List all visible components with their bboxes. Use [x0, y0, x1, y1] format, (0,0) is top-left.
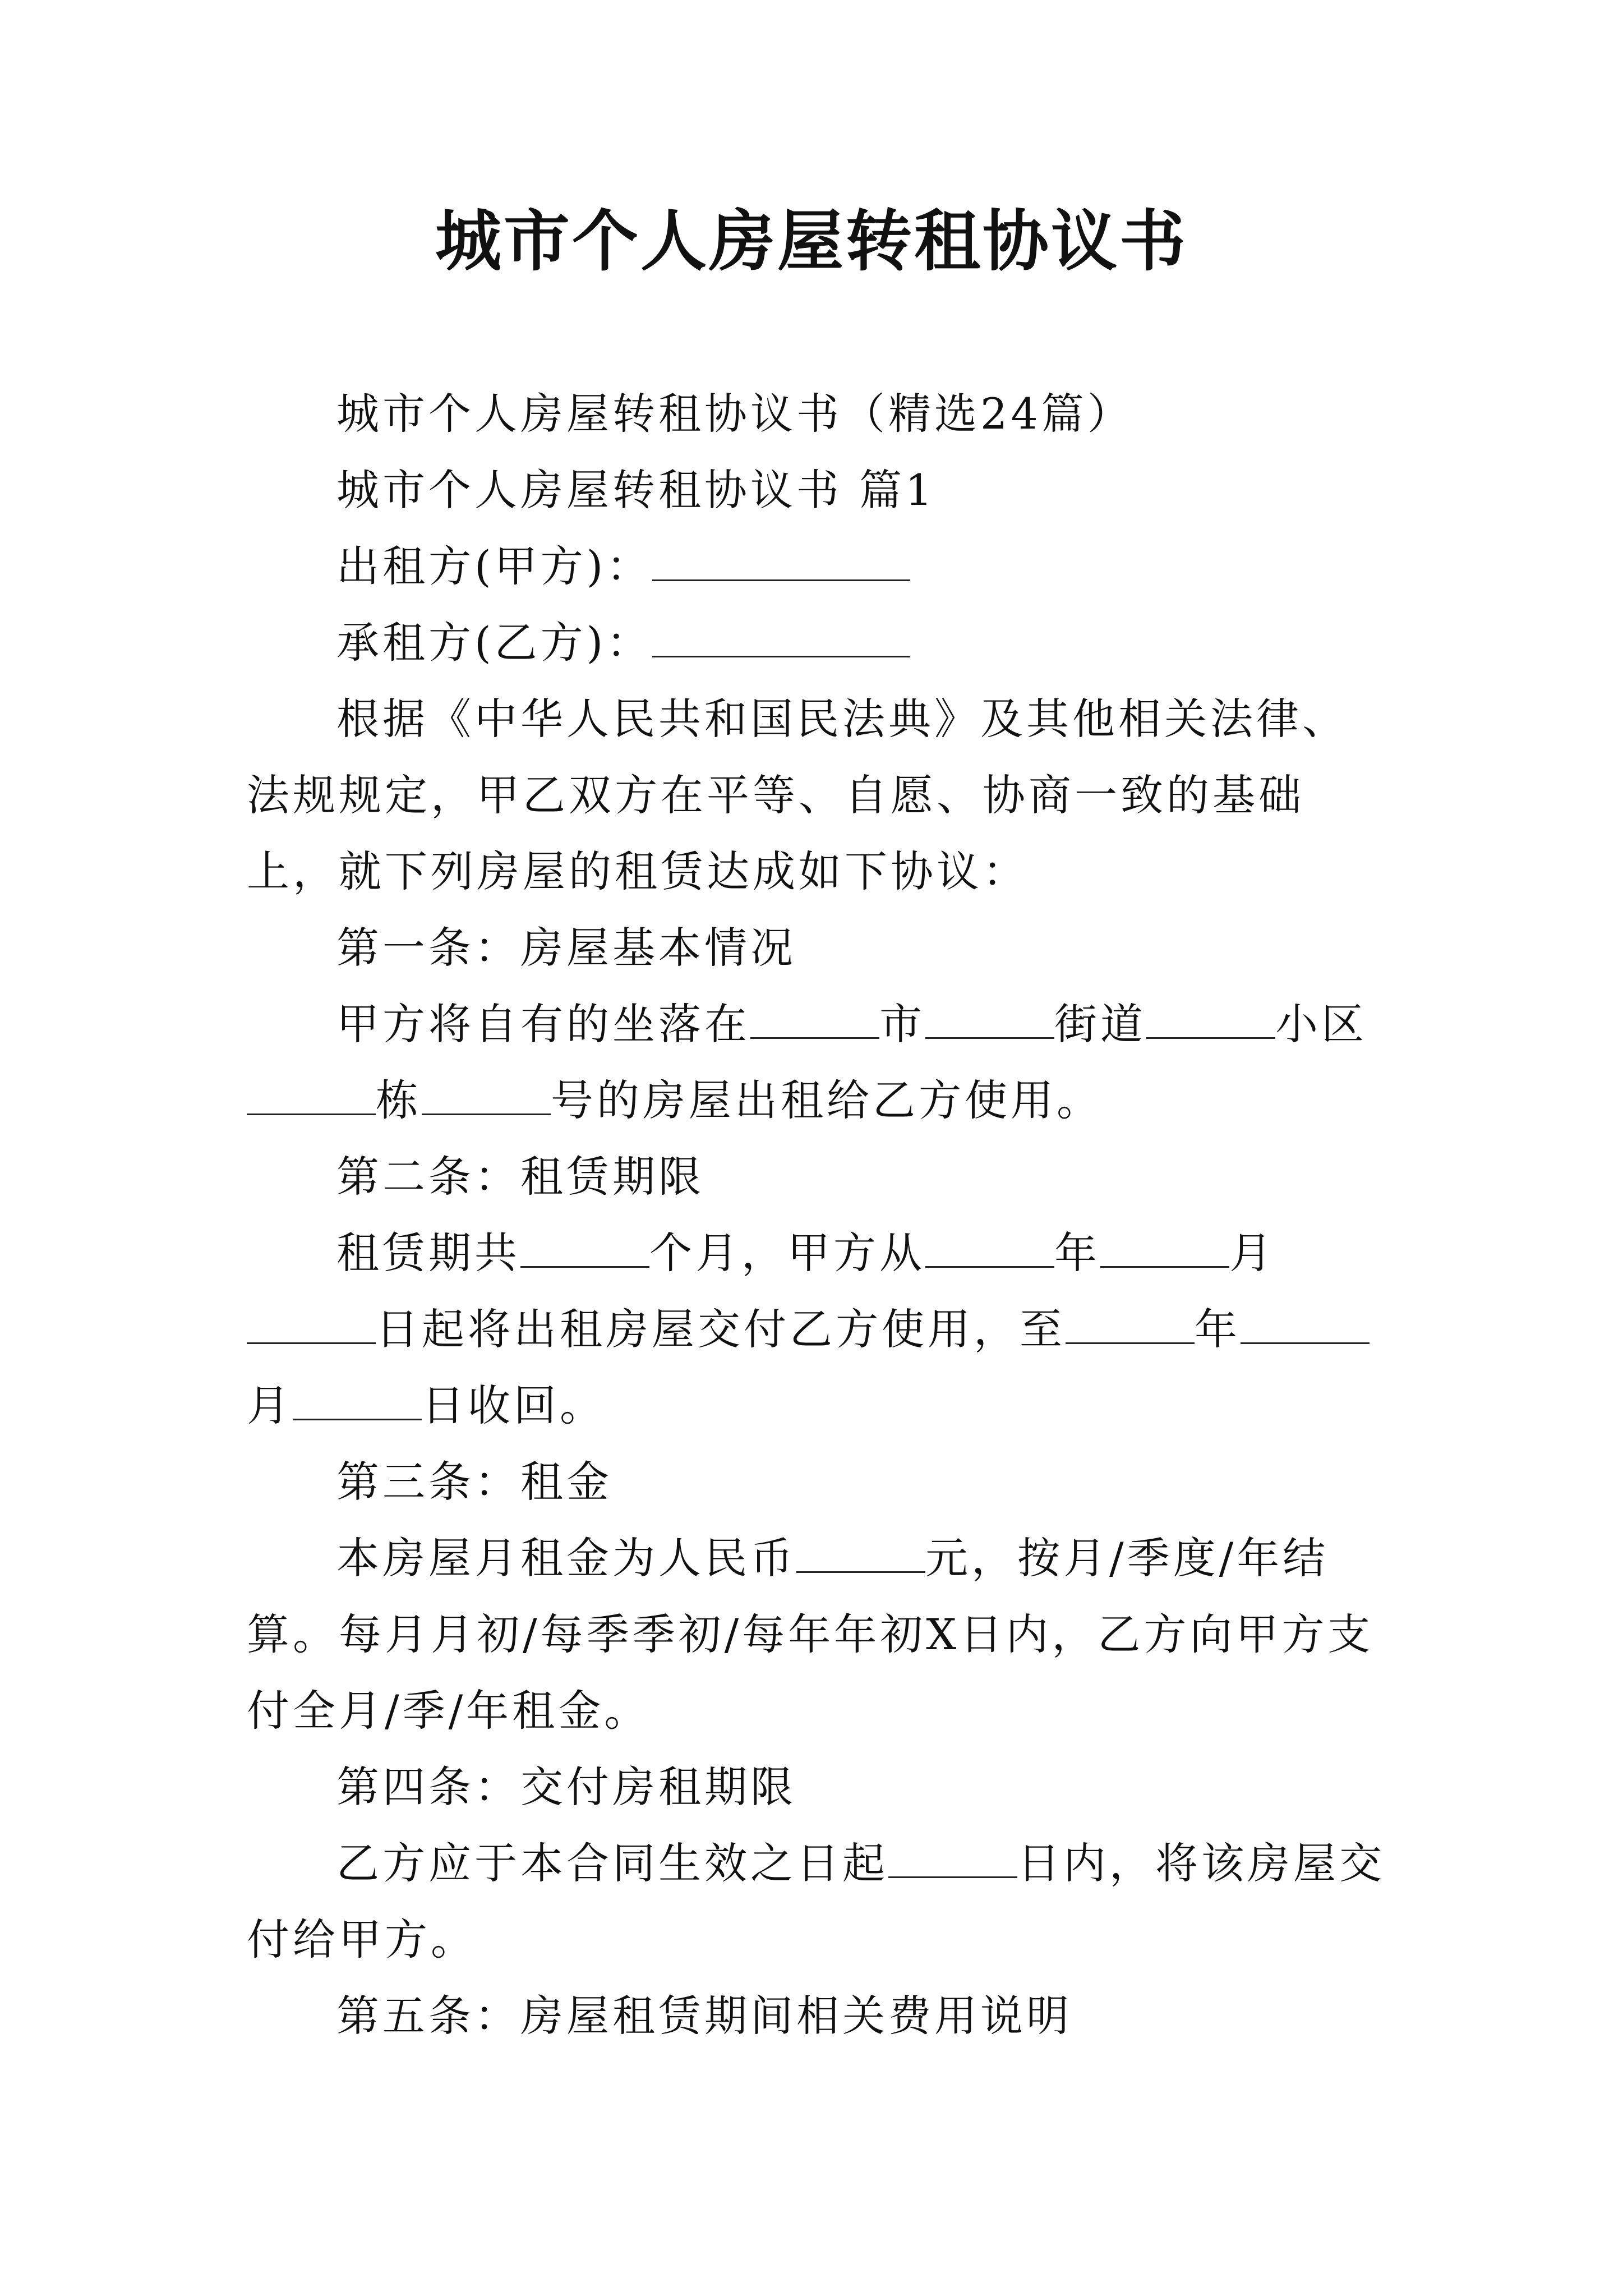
lessee-blank: [652, 620, 910, 657]
text: 乙方应于本合同生效之日起: [336, 1838, 888, 1888]
article-1-title: 第一条：房屋基本情况: [336, 923, 796, 973]
blank: [925, 1230, 1054, 1268]
lessee-line: [247, 605, 1391, 681]
article-5-title: 第五条：房屋租赁期间相关费用说明: [336, 1991, 1072, 2041]
blank: [247, 1078, 376, 1115]
text: 年: [1054, 1228, 1100, 1278]
blank: [1146, 1001, 1275, 1039]
blank: [520, 1230, 649, 1268]
document-title: 城市个人房屋转租协议书: [435, 202, 1188, 280]
text: 本房屋月租金为人民币: [336, 1533, 796, 1583]
blank: [293, 1383, 422, 1420]
blank: [796, 1535, 925, 1573]
article-2-body: [247, 1215, 1391, 1444]
lessor-blank: [652, 544, 910, 581]
blank: [422, 1078, 551, 1115]
text: 市: [879, 999, 925, 1049]
article-3-body: [247, 1520, 1391, 1749]
text: 元，按月/季度/年结算。每月月初/每季季初/每年年初X日内，乙方向甲方支付全月/季/年租金。: [247, 1533, 1374, 1736]
subtitle: 城市个人房屋转租协议书（精选24篇）: [336, 389, 1133, 439]
text: 日收回。: [422, 1381, 606, 1430]
document-body: [247, 376, 1391, 2054]
text: 月: [247, 1381, 293, 1430]
lessor-line: [247, 528, 1391, 605]
lessor-label: 出租方(甲方)：: [336, 541, 653, 591]
text: 小区: [1275, 999, 1367, 1049]
blank: [888, 1841, 1017, 1878]
article-4-body: [247, 1825, 1391, 1978]
blank: [1241, 1306, 1370, 1344]
text: 月: [1229, 1228, 1275, 1278]
article-2-title: 第二条：租赁期限: [336, 1152, 704, 1202]
lessee-label: 承租方(乙方)：: [336, 618, 653, 668]
text: 个月，甲方从: [649, 1228, 925, 1278]
text: 日起将出租房屋交付乙方使用，至: [376, 1304, 1066, 1354]
text: 号的房屋出租给乙方使用。: [551, 1075, 1103, 1125]
blank: [750, 1001, 879, 1039]
text: 栋: [376, 1075, 422, 1125]
article-4-title: 第四条：交付房租期限: [336, 1762, 796, 1812]
text: 年: [1195, 1304, 1241, 1354]
text: 街道: [1054, 999, 1146, 1049]
text: 甲方将自有的坐落在: [336, 999, 750, 1049]
article-1-body: [247, 986, 1391, 1139]
blank: [1066, 1306, 1195, 1344]
blank: [1100, 1230, 1229, 1268]
text: 租赁期共: [336, 1228, 520, 1278]
intro-paragraph: 根据《中华人民共和国民法典》及其他相关法律、法规规定，甲乙双方在平等、自愿、协商一致的基础上，就下列房屋的租赁达成如下协议：: [247, 694, 1348, 896]
blank: [247, 1306, 376, 1344]
blank: [925, 1001, 1054, 1039]
text: 日内，将该房屋交付给甲方。: [247, 1838, 1385, 1964]
article-3-title: 第三条：租金: [336, 1457, 612, 1507]
section-heading: 城市个人房屋转租协议书 篇1: [336, 465, 936, 515]
